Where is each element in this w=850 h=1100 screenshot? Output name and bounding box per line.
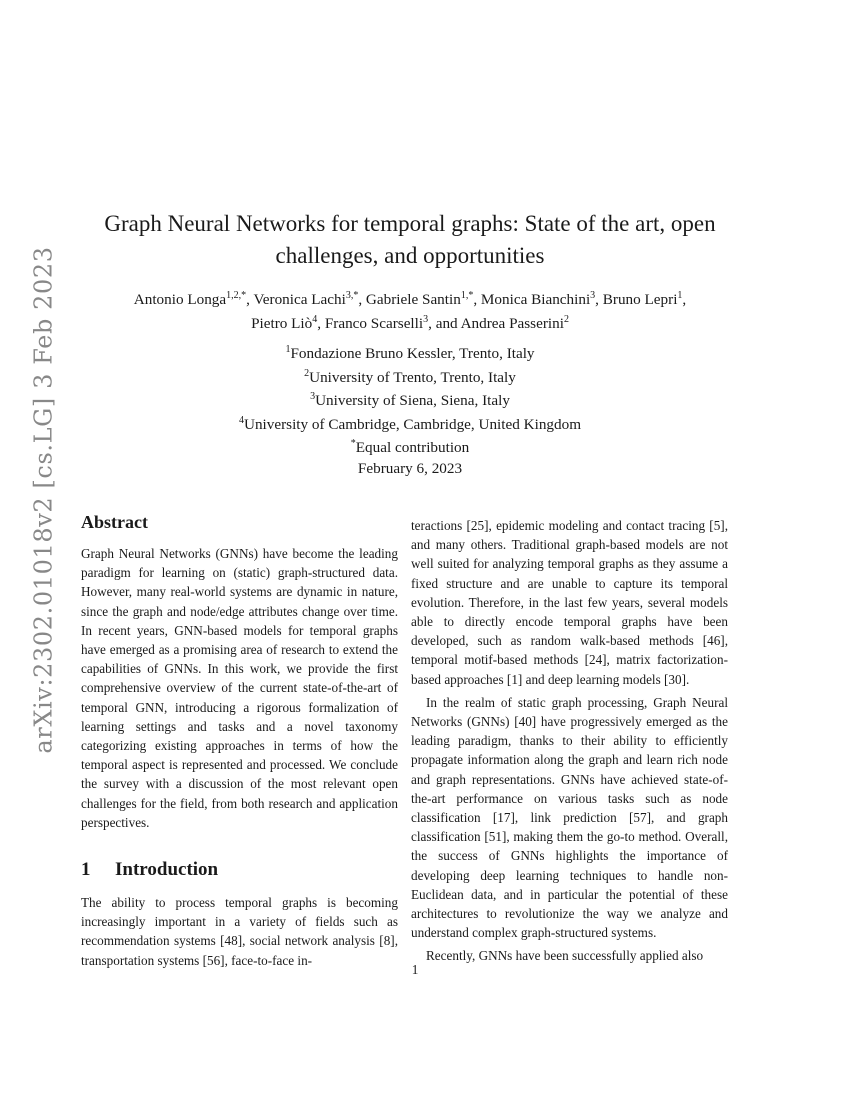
- affiliation-text: Fondazione Bruno Kessler, Trento, Italy: [290, 345, 535, 363]
- author-separator: ,: [473, 291, 481, 309]
- author-separator: ,: [595, 291, 603, 309]
- page-number: 1: [411, 962, 419, 977]
- author-name: Andrea Passerini: [460, 315, 564, 333]
- author-name: Gabriele Santin: [365, 291, 461, 309]
- author-list: [60, 286, 760, 334]
- author-affiliation-mark: 3: [590, 290, 596, 301]
- paper-title: [70, 208, 750, 272]
- author-affiliation-mark: 2: [563, 314, 569, 326]
- author-affiliation-mark: 1,2,*: [226, 290, 247, 301]
- arxiv-stamp: [14, 246, 74, 754]
- affiliation-mark: 2: [304, 367, 310, 379]
- author-separator: ,: [317, 315, 325, 333]
- author-name: Monica Bianchini: [480, 291, 591, 309]
- right-column: [411, 516, 728, 966]
- author-name: Antonio Longa: [133, 291, 227, 309]
- affiliation-line: [140, 364, 680, 388]
- intro-paragraph-1-end: teractions [25], epidemic modeling and contact tracing [5], and many others. Traditional graph-based models are not well suited for analyzing temporal graphs as they assume a fixed structure and are unable to capture its temporal evolution. Therefore, in the last few years, several models able to directly encode temporal graphs have been developed, such as random walk-based methods [46], temporal motif-based methods [24], matrix factorization-based approaches [1] and deep learning models [30].: [411, 518, 728, 687]
- title-line-2: challenges, and opportunities: [275, 243, 545, 268]
- affiliation-list: [140, 340, 680, 458]
- affiliation-text: University of Trento, Trento, Italy: [309, 368, 516, 386]
- title-line-1: Graph Neural Networks for temporal graphs: State of the art, open: [104, 211, 716, 236]
- author-affiliation-mark: 3: [423, 314, 429, 326]
- section-title: Introduction: [115, 859, 219, 881]
- author-affiliation-mark: 1: [677, 290, 683, 301]
- author-name: Veronica Lachi: [253, 291, 346, 309]
- author-separator: ,: [246, 291, 254, 309]
- affiliation-line: [140, 434, 680, 458]
- affiliation-mark: 4: [238, 414, 244, 426]
- paper-date: February 6, 2023: [357, 460, 463, 477]
- section-number: 1: [81, 859, 91, 881]
- author-separator: , and: [428, 315, 461, 333]
- author-affiliation-mark: 4: [312, 314, 318, 326]
- author-separator: ,: [682, 291, 687, 309]
- affiliation-line: [140, 411, 680, 435]
- affiliation-text: University of Siena, Siena, Italy: [315, 392, 510, 410]
- affiliation-text: University of Cambridge, Cambridge, United Kingdom: [243, 415, 582, 433]
- affiliation-text: Equal contribution: [355, 439, 470, 457]
- author-separator: ,: [358, 291, 366, 309]
- affiliation-mark: 3: [310, 391, 316, 403]
- abstract-heading: Abstract: [81, 512, 148, 532]
- left-column: [81, 508, 398, 970]
- affiliation-mark: *: [350, 438, 356, 450]
- affiliation-mark: 1: [285, 344, 291, 355]
- abstract-text: Graph Neural Networks (GNNs) have become the leading paradigm for learning on (static) graph-structured data. However, many real-world systems are dynamic in nature, since the graph and node/edge attributes change over time. In recent years, GNN-based models for temporal graphs have emerged as a promising area of research to extend the capabilities of GNNs. In this work, we provide the first comprehensive overview of the current state-of-the-art of temporal GNN, introducing a rigorous formalization of learning settings and tasks and a novel taxonomy categorizing existing approaches in terms of how the temporal aspect is represented and processed. We conclude the survey with a discussion of the most relevant open challenges for the field, from both research and application perspectives.: [81, 546, 398, 830]
- arxiv-stamp-text: arXiv:2302.01018v2 [cs.LG] 3 Feb 2023: [30, 246, 59, 754]
- affiliation-line: [140, 340, 680, 364]
- intro-paragraph-2: In the realm of static graph processing, Graph Neural Networks (GNNs) [40] have progressively emerged as the leading paradigm, thanks to their ability to efficiently propagate information along the graph and learn rich node and graph representations. GNNs have achieved state-of-the-art performance on various tasks such as node classification [17], link prediction [57], and graph classification [51], making them the go-to method. Overall, the success of GNNs highlights the importance of developing deep learning techniques to handle non-Euclidean data, and in particular the potential of these architectures to revolutionize the way we analyze and understand complex graph-structured systems.: [411, 694, 728, 941]
- author-affiliation-mark: 3,*: [345, 290, 359, 301]
- intro-paragraph-1-start: The ability to process temporal graphs is becoming increasingly important in a variety of fields such as recommendation systems [48], social network analysis [8], transportation systems [56], face-to-face in-: [81, 895, 398, 968]
- affiliation-line: [140, 387, 680, 411]
- author-name: Bruno Lepri: [602, 291, 678, 309]
- section-heading-introduction: [81, 856, 398, 884]
- author-affiliation-mark: 1,*: [460, 290, 474, 301]
- intro-paragraph-3: Recently, GNNs have been successfully applied also: [426, 948, 704, 964]
- author-name: Franco Scarselli: [324, 315, 424, 333]
- author-name: Pietro Liò: [251, 315, 313, 333]
